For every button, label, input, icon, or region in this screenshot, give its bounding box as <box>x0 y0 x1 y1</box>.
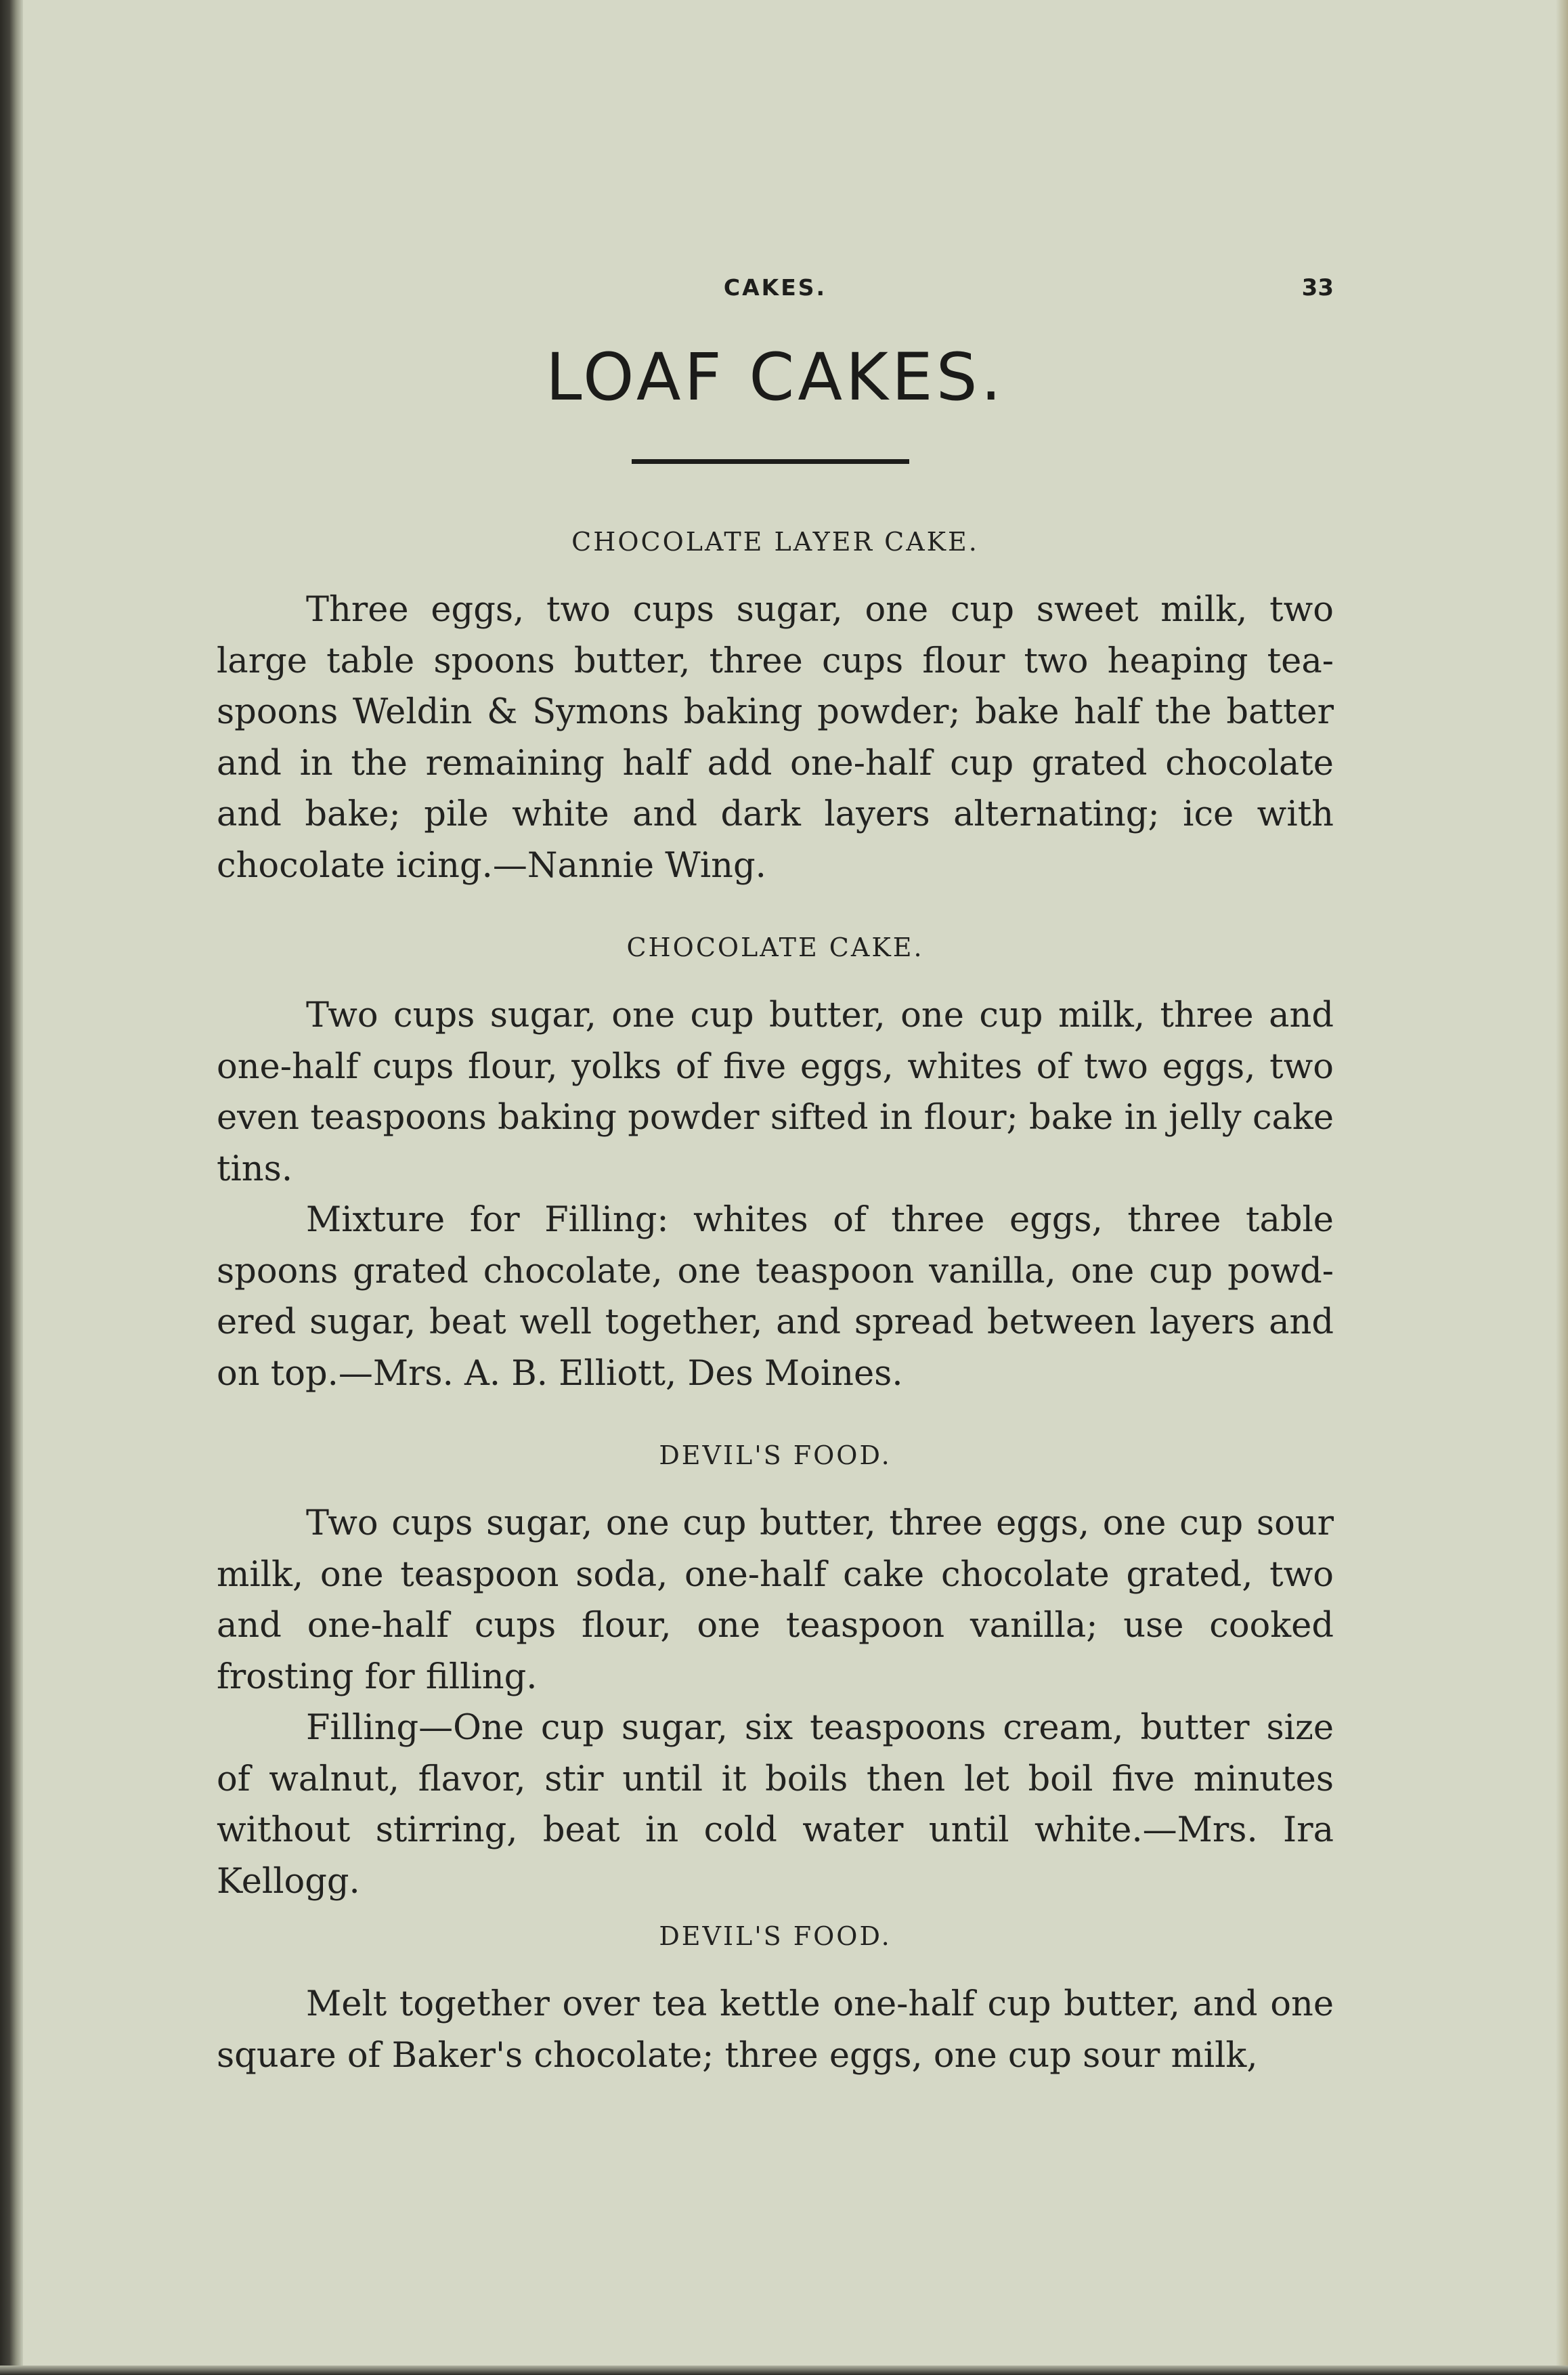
recipe-title-chocolate-layer-cake: CHOCOLATE LAYER CAKE. <box>571 527 979 557</box>
recipe-text: Two cups sugar, one cup butter, one cup milk, three and one-half cups flour, yolks of five eggs, whites of two eggs, two even teaspoons baking powder sifted in flour; bake in jelly cake tins. <box>217 996 1334 1189</box>
recipe-title-devils-food: DEVIL'S FOOD. <box>659 1440 892 1470</box>
page-number: 33 <box>1301 274 1334 301</box>
page-right-edge <box>1556 0 1568 2375</box>
recipe-filling-text: Mixture for Filling: whites of three eggs, three table spoons grated chocolate, one teaspoon vanilla, one cup powd-ered sugar, beat well together, and spread between layers and on top.—Mrs. A. B. Elliott, Des Moines. <box>217 1200 1334 1394</box>
recipe-text: Three eggs, two cups sugar, one cup sweet milk, two large table spoons butter, three cups flour two heaping tea-spoons Weldin & Symons baking powder; bake half the batter and in the remaining half add one-half cup grated chocolate and bake; pile white and dark layers alternating; ice with chocolate icing.—Nannie Wing. <box>217 590 1334 886</box>
recipe-text: Melt together over tea kettle one-half cup butter, and one square of Baker's chocolate; three eggs, one cup sour milk, <box>217 1984 1334 2076</box>
recipe-filling-text: Filling—One cup sugar, six teaspoons cream, butter size of walnut, flavor, stir until it boils then let boil five minutes without stirring, beat in cold water until white.—Mrs. Ira Kellogg. <box>217 1708 1334 1902</box>
recipe-title-devils-food-2: DEVIL'S FOOD. <box>659 1921 892 1951</box>
recipe-content <box>217 518 1334 2081</box>
section-title: LOAF CAKES. <box>545 339 1005 415</box>
page-binding-edge <box>0 0 23 2375</box>
title-rule <box>632 459 909 464</box>
page-bottom-edge <box>0 2366 1568 2375</box>
recipe-text: Two cups sugar, one cup butter, three eggs, one cup sour milk, one teaspoon soda, one-half cake chocolate grated, two and one-half cups flour, one teaspoon vanilla; use cooked frosting for filling. <box>217 1503 1334 1697</box>
running-head: CAKES. <box>723 274 827 301</box>
page-header <box>217 274 1334 315</box>
recipe-title-chocolate-cake: CHOCOLATE CAKE. <box>626 933 924 962</box>
